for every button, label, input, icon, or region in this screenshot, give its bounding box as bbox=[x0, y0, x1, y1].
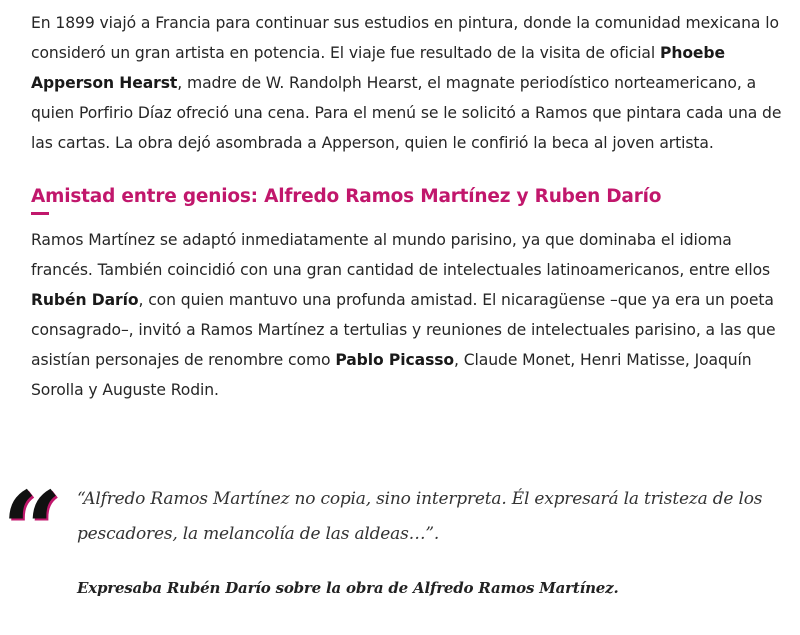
quote-mark-icon: “ bbox=[2, 468, 62, 591]
intro-text-1: En 1899 viajó a Francia para continuar sus estudios en pintura, donde la comunidad mexicana lo consideró un gran artista en potencia. El viaje fue resultado de la visita de oficial bbox=[31, 14, 779, 62]
intro-text-2: , madre de W. Randolph Hearst, el magnate periodístico norteamericano, a quien Porfirio Díaz ofreció una cena. Para el menú se le solicitó a Ramos que pintara cada una de las cartas. La obra dejó asombrada a Apperson, quien le confirió la beca al joven artista. bbox=[31, 74, 782, 152]
quote-attribution: Expresaba Rubén Darío sobre la obra de Alfredo Ramos Martínez. bbox=[77, 579, 619, 597]
intro-paragraph bbox=[31, 8, 791, 158]
intro-bold-name: Phoebe Apperson Hearst bbox=[31, 44, 725, 92]
friendship-bold-dario: Rubén Darío bbox=[31, 291, 139, 309]
friendship-text-2: , con quien mantuvo una profunda amistad. El nicaragüense –que ya era un poeta consagrado–, invitó a Ramos Martínez a tertulias y reuniones de intelectuales parisino, a las que asistían personajes de renombre como bbox=[31, 291, 776, 369]
friendship-text-3: , Claude Monet, Henri Matisse, Joaquín Sorolla y Auguste Rodin. bbox=[31, 351, 752, 399]
friendship-text-1: Ramos Martínez se adaptó inmediatamente al mundo parisino, ya que dominaba el idioma francés. También coincidió con una gran cantidad de intelectuales latinoamericanos, entre ellos bbox=[31, 231, 771, 279]
friendship-paragraph bbox=[31, 225, 791, 405]
heading-underline bbox=[31, 212, 49, 215]
friendship-bold-picasso: Pablo Picasso bbox=[335, 351, 455, 369]
section-heading: Amistad entre genios: Alfredo Ramos Martínez y Ruben Darío bbox=[31, 186, 662, 207]
quote-text: “Alfredo Ramos Martínez no copia, sino interpreta. Él expresará la tristeza de los pescadores, la melancolía de las aldeas…”. bbox=[77, 489, 763, 544]
blockquote bbox=[0, 468, 800, 628]
article-body bbox=[31, 8, 791, 405]
